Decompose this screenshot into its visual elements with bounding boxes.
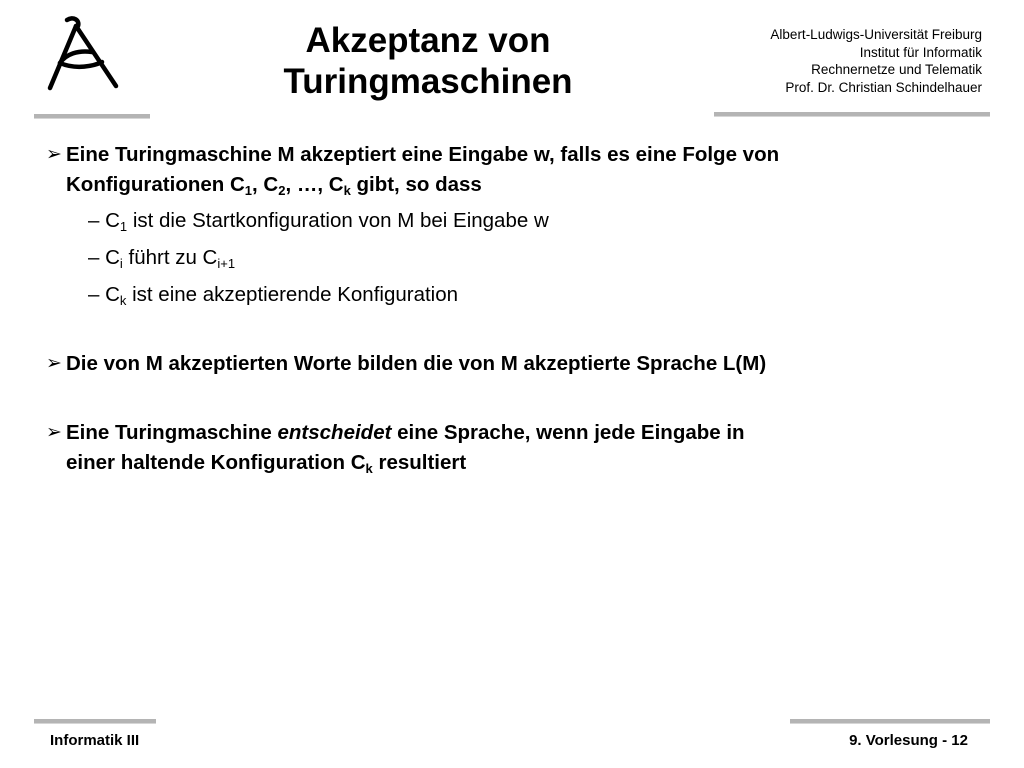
sub-bullet-accepting-configuration: – $C_k$ ist eine akzeptierende Konfiguration [88, 283, 459, 308]
bullet-arrow-icon: ➢ [46, 144, 62, 165]
title-line: Turingmaschinen [283, 62, 573, 101]
bullet-decides: ➢ Eine Turingmaschine entscheidet eine Sprache, wenn jede Eingabe in einer haltende Konfiguration $C_k$ resultiert [46, 418, 986, 478]
affiliation-professor: Prof. Dr. Christian Schindelhauer [785, 79, 982, 95]
footer-rule-left [34, 719, 156, 723]
university-logo-icon [40, 14, 122, 96]
footer-rule-right [790, 719, 990, 723]
footer-course: Informatik III [50, 732, 140, 749]
emphasis-entscheidet: entscheidet [277, 421, 392, 444]
footer-lecture-page: 9. Vorlesung - 12 [849, 732, 968, 749]
slide-content [46, 140, 986, 478]
bullet-accepted-language: ➢ Die von M akzeptierten Worte bilden die von M akzeptierte Sprache L(M) [46, 349, 986, 379]
sub-bullet-transition: – $C_i$ führt zu $C_{i+1}$ [88, 246, 236, 271]
header-rule [714, 112, 990, 116]
affiliation-university: Albert-Ludwigs-Universität Freiburg [770, 27, 982, 42]
affiliation-institute: Institut für Informatik [859, 44, 982, 60]
logo-underline [34, 114, 150, 118]
title-line: Akzeptanz von [305, 21, 551, 60]
bullet-arrow-icon: ➢ [46, 353, 62, 374]
bullet-arrow-icon: ➢ [46, 422, 62, 443]
affiliation-block [662, 26, 982, 96]
slide-title [200, 20, 656, 102]
affiliation-chair: Rechnernetze und Telematik [811, 62, 982, 77]
bullet-acceptance-definition: ➢ Eine Turingmaschine M akzeptiert eine Eingabe w, falls es eine Folge von Konfigurationen $C_1$, $C_2$, …, $C_k$ gibt, so dass [46, 140, 986, 200]
sub-bullet-start-configuration: – $C_1$ ist die Startkonfiguration von M bei Eingabe w [88, 209, 549, 234]
